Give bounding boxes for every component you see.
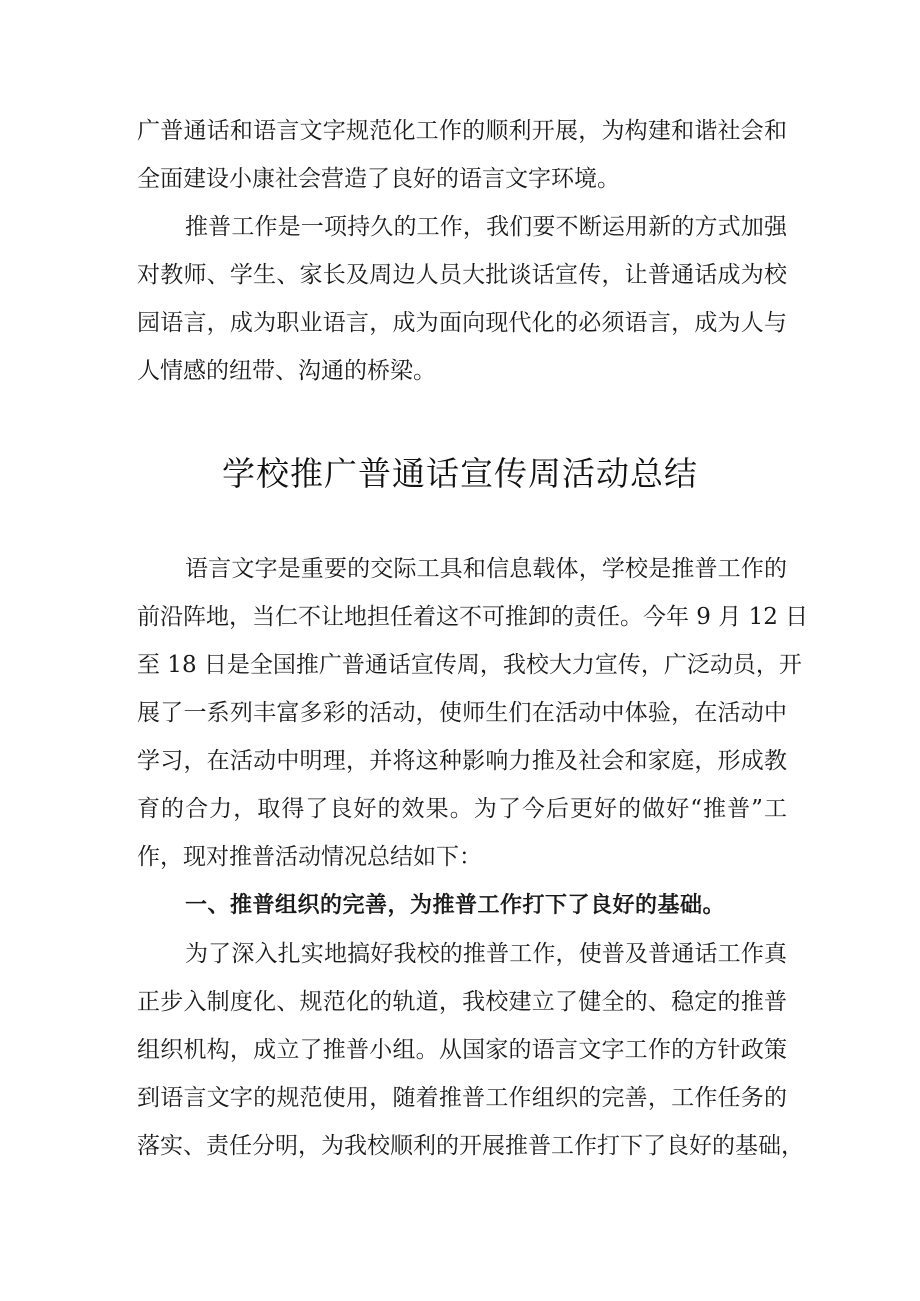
section-heading: 一、推普组织的完善，为推普工作打下了良好的基础。 xyxy=(185,893,726,918)
paragraph-line: 园语言，成为职业语言，成为面向现代化的必须语言，成为人与 xyxy=(137,310,787,336)
paragraph-line: 前沿阵地，当仁不让地担任着这不可推卸的责任。今年 9 月 12 日 xyxy=(137,604,809,630)
paragraph-line: 对教师、学生、家长及周边人员大批谈话宣传，让普通话成为校 xyxy=(137,262,787,288)
paragraph-line: 推普工作是一项持久的工作，我们要不断运用新的方式加强 xyxy=(185,214,787,240)
paragraph-line: 作，现对推普活动情况总结如下： xyxy=(137,844,482,870)
paragraph-line: 为了深入扎实地搞好我校的推普工作，使普及普通话工作真 xyxy=(185,941,787,967)
paragraph-line: 到语言文字的规范使用，随着推普工作组织的完善，工作任务的 xyxy=(137,1085,787,1111)
paragraph-line: 组织机构，成立了推普小组。从国家的语言文字工作的方针政策 xyxy=(137,1037,787,1063)
paragraph-line: 展了一系列丰富多彩的活动，使师生们在活动中体验，在活动中 xyxy=(137,700,787,726)
paragraph-line: 至 18 日是全国推广普通话宣传周，我校大力宣传，广泛动员，开 xyxy=(137,652,802,678)
paragraph-line: 学习，在活动中明理，并将这种影响力推及社会和家庭，形成教 xyxy=(137,748,787,774)
paragraph-line: 广普通话和语言文字规范化工作的顺利开展，为构建和谐社会和 xyxy=(137,118,787,144)
paragraph-line: 落实、责任分明，为我校顺利的开展推普工作打下了良好的基础， xyxy=(137,1133,804,1159)
paragraph-line: 育的合力，取得了良好的效果。为了今后更好的做好“推普”工 xyxy=(137,796,787,822)
paragraph-line: 语言文字是重要的交际工具和信息载体，学校是推普工作的 xyxy=(185,556,787,582)
document-title: 学校推广普通话宣传周活动总结 xyxy=(222,454,698,493)
paragraph-line: 人情感的纽带、沟通的桥梁。 xyxy=(137,358,436,384)
paragraph-line: 正步入制度化、规范化的轨道，我校建立了健全的、稳定的推普 xyxy=(137,989,787,1015)
paragraph-line: 全面建设小康社会营造了良好的语言文字环境。 xyxy=(137,166,620,192)
